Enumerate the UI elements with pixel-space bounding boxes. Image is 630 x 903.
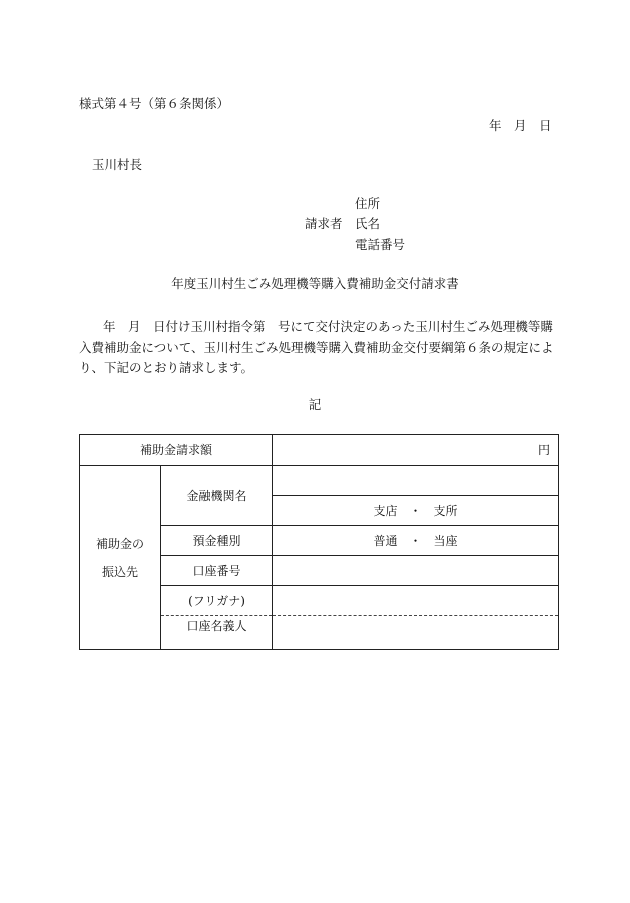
amount-label: 補助金請求額 bbox=[80, 435, 273, 466]
transfer-label-line2: 振込先 bbox=[101, 564, 138, 579]
deposit-options: 普通 ・ 当座 bbox=[373, 533, 458, 548]
grant-request-table bbox=[79, 434, 559, 650]
addressee: 玉川村長 bbox=[92, 157, 143, 172]
table-row bbox=[80, 466, 559, 496]
deposit-type-field[interactable] bbox=[273, 526, 559, 556]
bank-name-field[interactable] bbox=[273, 466, 559, 496]
phone-label: 電話番号 bbox=[355, 237, 406, 252]
requester-label: 請求者 bbox=[305, 216, 343, 231]
document-title: 年度玉川村生ごみ処理機等購入費補助金交付請求書 bbox=[171, 276, 459, 291]
amount-field[interactable] bbox=[273, 435, 559, 466]
branch-field[interactable] bbox=[273, 496, 559, 526]
deposit-type-label: 預金種別 bbox=[161, 526, 273, 556]
yen-unit: 円 bbox=[538, 443, 551, 457]
account-number-field[interactable] bbox=[273, 556, 559, 586]
account-number-label: 口座番号 bbox=[161, 556, 273, 586]
furigana-field[interactable] bbox=[273, 586, 559, 616]
table-row bbox=[80, 435, 559, 466]
bank-name-label: 金融機関名 bbox=[161, 466, 273, 526]
account-holder-field[interactable] bbox=[273, 616, 559, 650]
branch-options: 支店 ・ 支所 bbox=[373, 503, 458, 518]
transfer-destination-label bbox=[80, 466, 161, 650]
name-label: 氏名 bbox=[355, 216, 381, 231]
account-holder-label: 口座名義人 bbox=[161, 616, 273, 650]
address-label: 住所 bbox=[355, 196, 381, 211]
transfer-label-line1: 補助金の bbox=[95, 536, 144, 551]
date-line: 年 月 日 bbox=[489, 118, 552, 133]
furigana-label: (フリガナ) bbox=[161, 586, 273, 616]
form-number: 様式第４号（第６条関係） bbox=[79, 96, 230, 111]
document-body: 年 月 日付け玉川村指令第 号にて交付決定のあった玉川村生ごみ処理機等購入費補助金について、玉川村生ごみ処理機等購入費補助金交付要綱第６条の規定により、下記のとおり請求します。 bbox=[79, 319, 554, 375]
ki-heading: 記 bbox=[308, 397, 322, 412]
